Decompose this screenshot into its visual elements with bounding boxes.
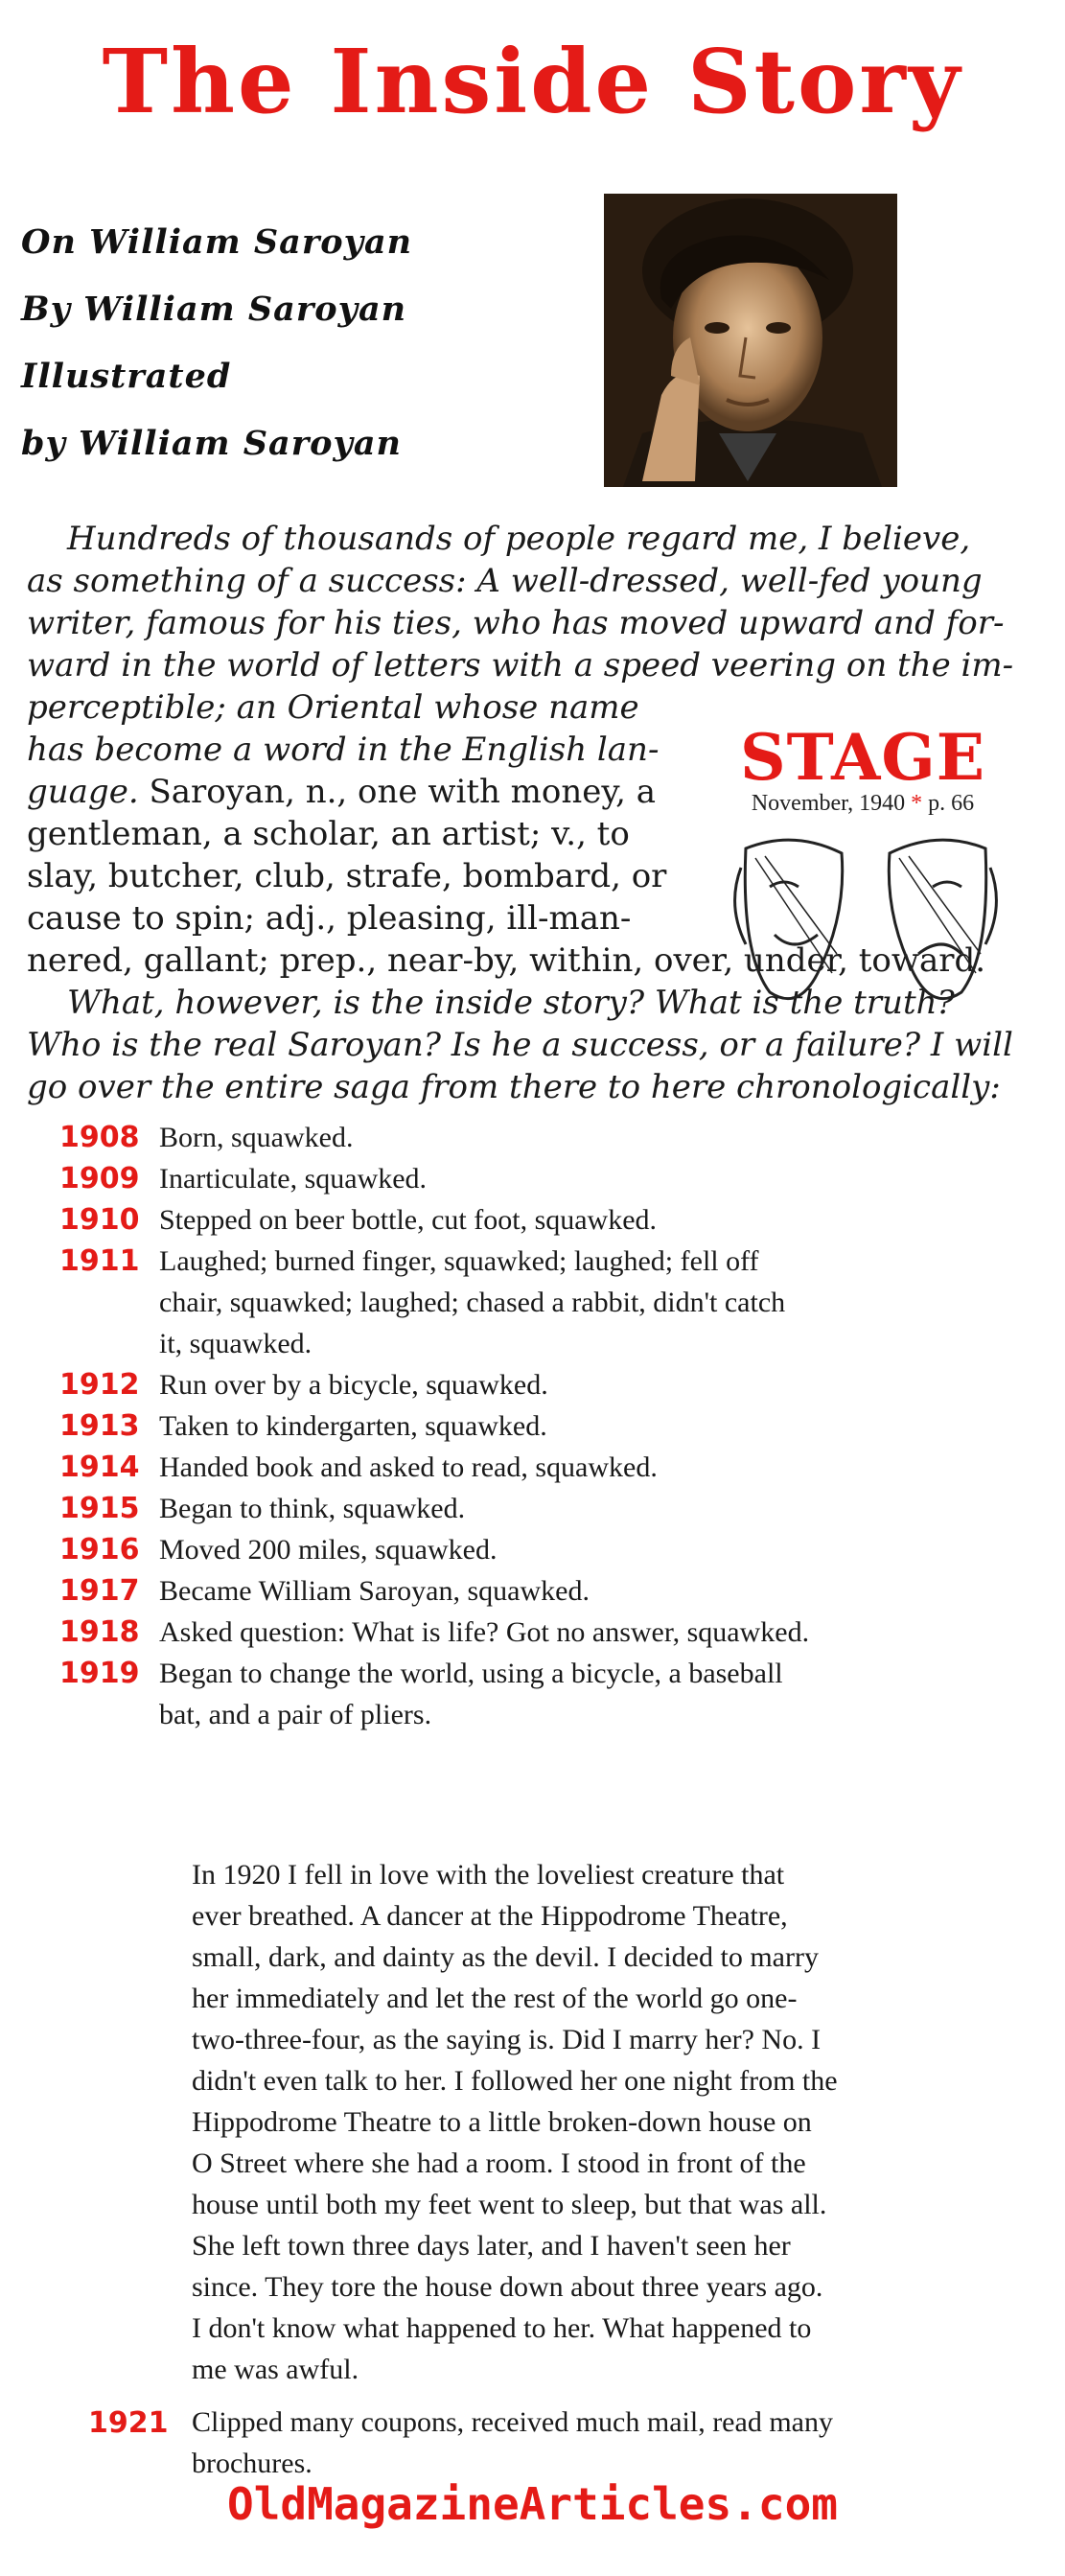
story-line: In 1920 I fell in love with the loveliest creature that <box>192 1859 785 1891</box>
timeline-text-1921 <box>192 2402 1054 2484</box>
question-line-3: go over the entire saga from there to here chronologically: <box>27 1068 1001 1106</box>
timeline-line: Run over by a bicycle, squawked. <box>159 1369 548 1401</box>
timeline-line: Began to change the world, using a bicycle, a baseball <box>159 1658 783 1689</box>
intro-line-1: Hundreds of thousands of people regard me, I believe, <box>67 520 971 558</box>
timeline-text-1916 <box>159 1529 1022 1570</box>
timeline-year-1917: 1917 <box>59 1574 140 1608</box>
story-line: two-three-four, as the saying is. Did I marry her? No. I <box>192 2024 822 2055</box>
timeline-year-1921: 1921 <box>88 2406 169 2440</box>
intro-line-2: as something of a success: A well-dressed, well-fed young <box>27 562 983 600</box>
story-line: her immediately and let the rest of the world go one- <box>192 1983 798 2014</box>
story-line: me was awful. <box>192 2354 359 2385</box>
issue-page: p. 66 <box>928 791 975 816</box>
byline-line-4: by William Saroyan <box>21 424 402 463</box>
story-line: O Street where she had a room. I stood in front of the <box>192 2147 806 2179</box>
timeline-text-1919 <box>159 1653 1022 1735</box>
stage-issue <box>709 791 1016 817</box>
timeline-line: Handed book and asked to read, squawked. <box>159 1451 658 1483</box>
timeline-year-1915: 1915 <box>59 1492 140 1525</box>
timeline-line: it, squawked. <box>159 1328 313 1359</box>
timeline-line: brochures. <box>192 2448 313 2479</box>
story-line: She left town three days later, and I haven't seen her <box>192 2230 791 2262</box>
timeline-line: Inarticulate, squawked. <box>159 1163 428 1195</box>
timeline-year-1918: 1918 <box>59 1615 140 1649</box>
timeline-year-1919: 1919 <box>59 1657 140 1690</box>
timeline-text-1909 <box>159 1158 1022 1199</box>
timeline-year-1914: 1914 <box>59 1450 140 1484</box>
timeline-text-1915 <box>159 1488 1022 1529</box>
question-line-2: Who is the real Saroyan? Is he a success, or a failure? I will <box>27 1026 1013 1064</box>
story-paragraph <box>192 1854 1035 2390</box>
intro-line-3: writer, famous for his ties, who has moved upward and for- <box>27 604 1005 642</box>
question-line-1: What, however, is the inside story? What is the truth? <box>67 984 955 1022</box>
intro-line-10: cause to spin; adj., pleasing, ill-man- <box>27 899 632 938</box>
stage-source <box>709 720 1016 817</box>
timeline-line: bat, and a pair of pliers. <box>159 1699 432 1730</box>
timeline-line: Born, squawked. <box>159 1122 354 1153</box>
timeline-line: Began to think, squawked. <box>159 1493 466 1524</box>
story-line: small, dark, and dainty as the devil. I decided to marry <box>192 1941 819 1973</box>
theatre-masks-icon <box>727 829 1005 1021</box>
timeline-text-1910 <box>159 1199 1022 1241</box>
intro-line-7 <box>27 771 656 813</box>
footer-site-link[interactable]: OldMagazineArticles.com <box>227 2478 838 2530</box>
story-line: Hippodrome Theatre to a little broken-down house on <box>192 2106 812 2138</box>
intro-line-11: nered, gallant; prep., near-by, within, over, under, toward. <box>27 941 986 980</box>
intro-line-4: ward in the world of letters with a speed veering on the im- <box>27 646 1014 685</box>
timeline-line: Asked question: What is life? Got no answer, squawked. <box>159 1616 810 1648</box>
timeline-line: Taken to kindergarten, squawked. <box>159 1410 547 1442</box>
timeline-text-1914 <box>159 1447 1022 1488</box>
stage-name: STAGE <box>739 720 986 795</box>
guage-rest: Saroyan, n., one with money, a <box>138 773 656 811</box>
story-line: didn't even talk to her. I followed her one night from the <box>192 2065 838 2097</box>
timeline-text-1913 <box>159 1405 1022 1447</box>
article-title: The Inside Story <box>102 30 963 133</box>
timeline-text-1911 <box>159 1241 1022 1364</box>
timeline-text-1918 <box>159 1612 1022 1653</box>
story-line: since. They tore the house down about three years ago. <box>192 2271 823 2303</box>
timeline-year-1916: 1916 <box>59 1533 140 1566</box>
timeline-year-1912: 1912 <box>59 1368 140 1402</box>
timeline-line: Laughed; burned finger, squawked; laughed; fell off <box>159 1245 759 1277</box>
portrait-illustration <box>604 194 897 487</box>
timeline-text-1908 <box>159 1117 1022 1158</box>
intro-line-8: gentleman, a scholar, an artist; v., to <box>27 815 630 853</box>
timeline-year-1909: 1909 <box>59 1162 140 1195</box>
story-line: house until both my feet went to sleep, but that was all. <box>192 2189 827 2220</box>
timeline-line: Clipped many coupons, received much mail, read many <box>192 2406 833 2438</box>
intro-line-9: slay, butcher, club, strafe, bombard, or <box>27 857 667 895</box>
timeline-line: chair, squawked; laughed; chased a rabbit, didn't catch <box>159 1287 786 1318</box>
intro-line-5: perceptible; an Oriental whose name <box>27 688 639 727</box>
guage-italic: guage. <box>27 773 139 811</box>
byline-line-1: On William Saroyan <box>21 222 413 262</box>
byline-line-2: By William Saroyan <box>21 290 407 329</box>
timeline-line: Became William Saroyan, squawked. <box>159 1575 590 1607</box>
timeline-year-1911: 1911 <box>59 1244 140 1278</box>
byline-line-3: Illustrated <box>21 357 232 396</box>
timeline-text-1917 <box>159 1570 1022 1612</box>
timeline-line: Stepped on beer bottle, cut foot, squawked. <box>159 1204 658 1236</box>
issue-date: November, 1940 <box>751 791 906 816</box>
timeline-text-1912 <box>159 1364 1022 1405</box>
author-portrait <box>604 194 897 487</box>
timeline-year-1908: 1908 <box>59 1121 140 1154</box>
intro-line-6: has become a word in the English lan- <box>27 731 660 769</box>
star-icon: * <box>911 791 923 816</box>
timeline-year-1910: 1910 <box>59 1203 140 1237</box>
timeline-year-1913: 1913 <box>59 1409 140 1443</box>
story-line: I don't know what happened to her. What happened to <box>192 2312 812 2344</box>
story-line: ever breathed. A dancer at the Hippodrome Theatre, <box>192 1900 788 1932</box>
timeline-line: Moved 200 miles, squawked. <box>159 1534 498 1566</box>
